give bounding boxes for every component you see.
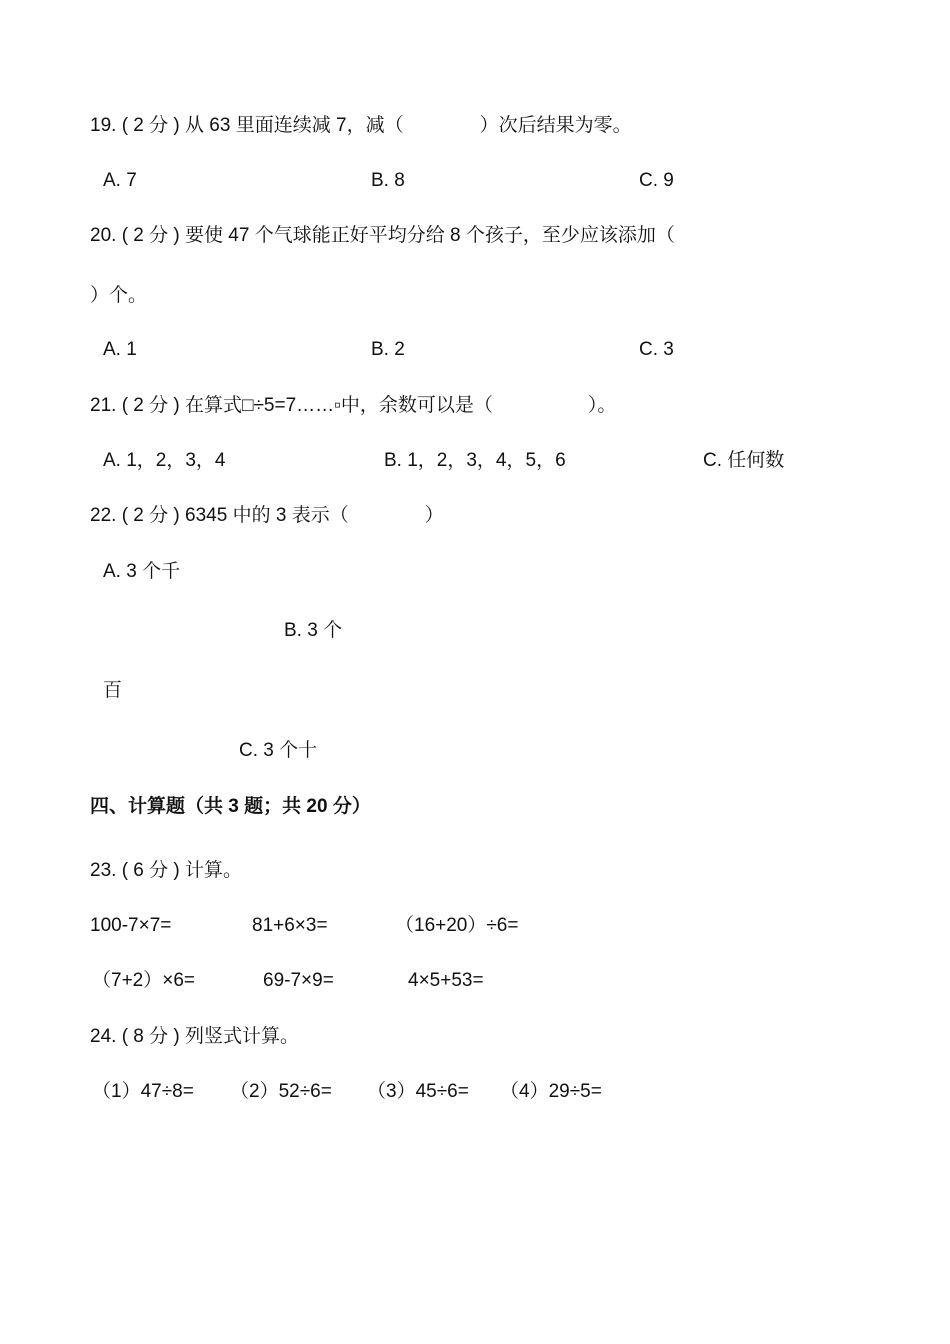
- question-20-stem-line2: ）个。: [90, 285, 148, 306]
- section-4-heading: 四、计算题（共 3 题；共 20 分）: [90, 796, 371, 817]
- q23-expression: 100-7×7=: [90, 915, 172, 936]
- q22-option-b: B. 3 个: [284, 620, 343, 641]
- question-21-stem: 21. ( 2 分 ) 在算式□÷5=7……▫中，余数可以是（ ）。: [90, 395, 617, 416]
- question-24-stem: 24. ( 8 分 ) 列竖式计算。: [90, 1026, 300, 1047]
- q21-option-a: A. 1，2，3，4: [103, 450, 226, 471]
- q23-expression: （7+2）×6=: [92, 970, 195, 991]
- q22-option-a: A. 3 个千: [103, 561, 181, 582]
- q19-option-b: B. 8: [371, 170, 405, 191]
- question-20-stem-line1: 20. ( 2 分 ) 要使 47 个气球能正好平均分给 8 个孩子，至少应该添加（: [90, 225, 675, 246]
- q20-option-b: B. 2: [371, 339, 405, 360]
- q23-expression: （16+20）÷6=: [395, 915, 519, 936]
- q22-option-c: C. 3 个十: [239, 740, 318, 761]
- q23-expression: 69-7×9=: [263, 970, 334, 991]
- q21-option-c: C. 任何数: [703, 450, 785, 471]
- q22-option-b-continued: 百: [103, 680, 123, 701]
- q19-option-c: C. 9: [639, 170, 674, 191]
- q20-option-a: A. 1: [103, 339, 137, 360]
- question-22-stem: 22. ( 2 分 ) 6345 中的 3 表示（ ）: [90, 505, 444, 526]
- q23-expression: 81+6×3=: [252, 915, 328, 936]
- q24-item: （3）45÷6=: [367, 1081, 469, 1102]
- q20-option-c: C. 3: [639, 339, 674, 360]
- question-23-stem: 23. ( 6 分 ) 计算。: [90, 860, 243, 881]
- q24-item: （2）52÷6=: [230, 1081, 332, 1102]
- question-19-stem: 19. ( 2 分 ) 从 63 里面连续减 7，减（ ）次后结果为零。: [90, 115, 632, 136]
- q23-expression: 4×5+53=: [408, 970, 484, 991]
- q24-item: （4）29÷5=: [500, 1081, 602, 1102]
- q21-option-b: B. 1，2，3，4，5，6: [384, 450, 566, 471]
- q19-option-a: A. 7: [103, 170, 137, 191]
- q24-item: （1）47÷8=: [92, 1081, 194, 1102]
